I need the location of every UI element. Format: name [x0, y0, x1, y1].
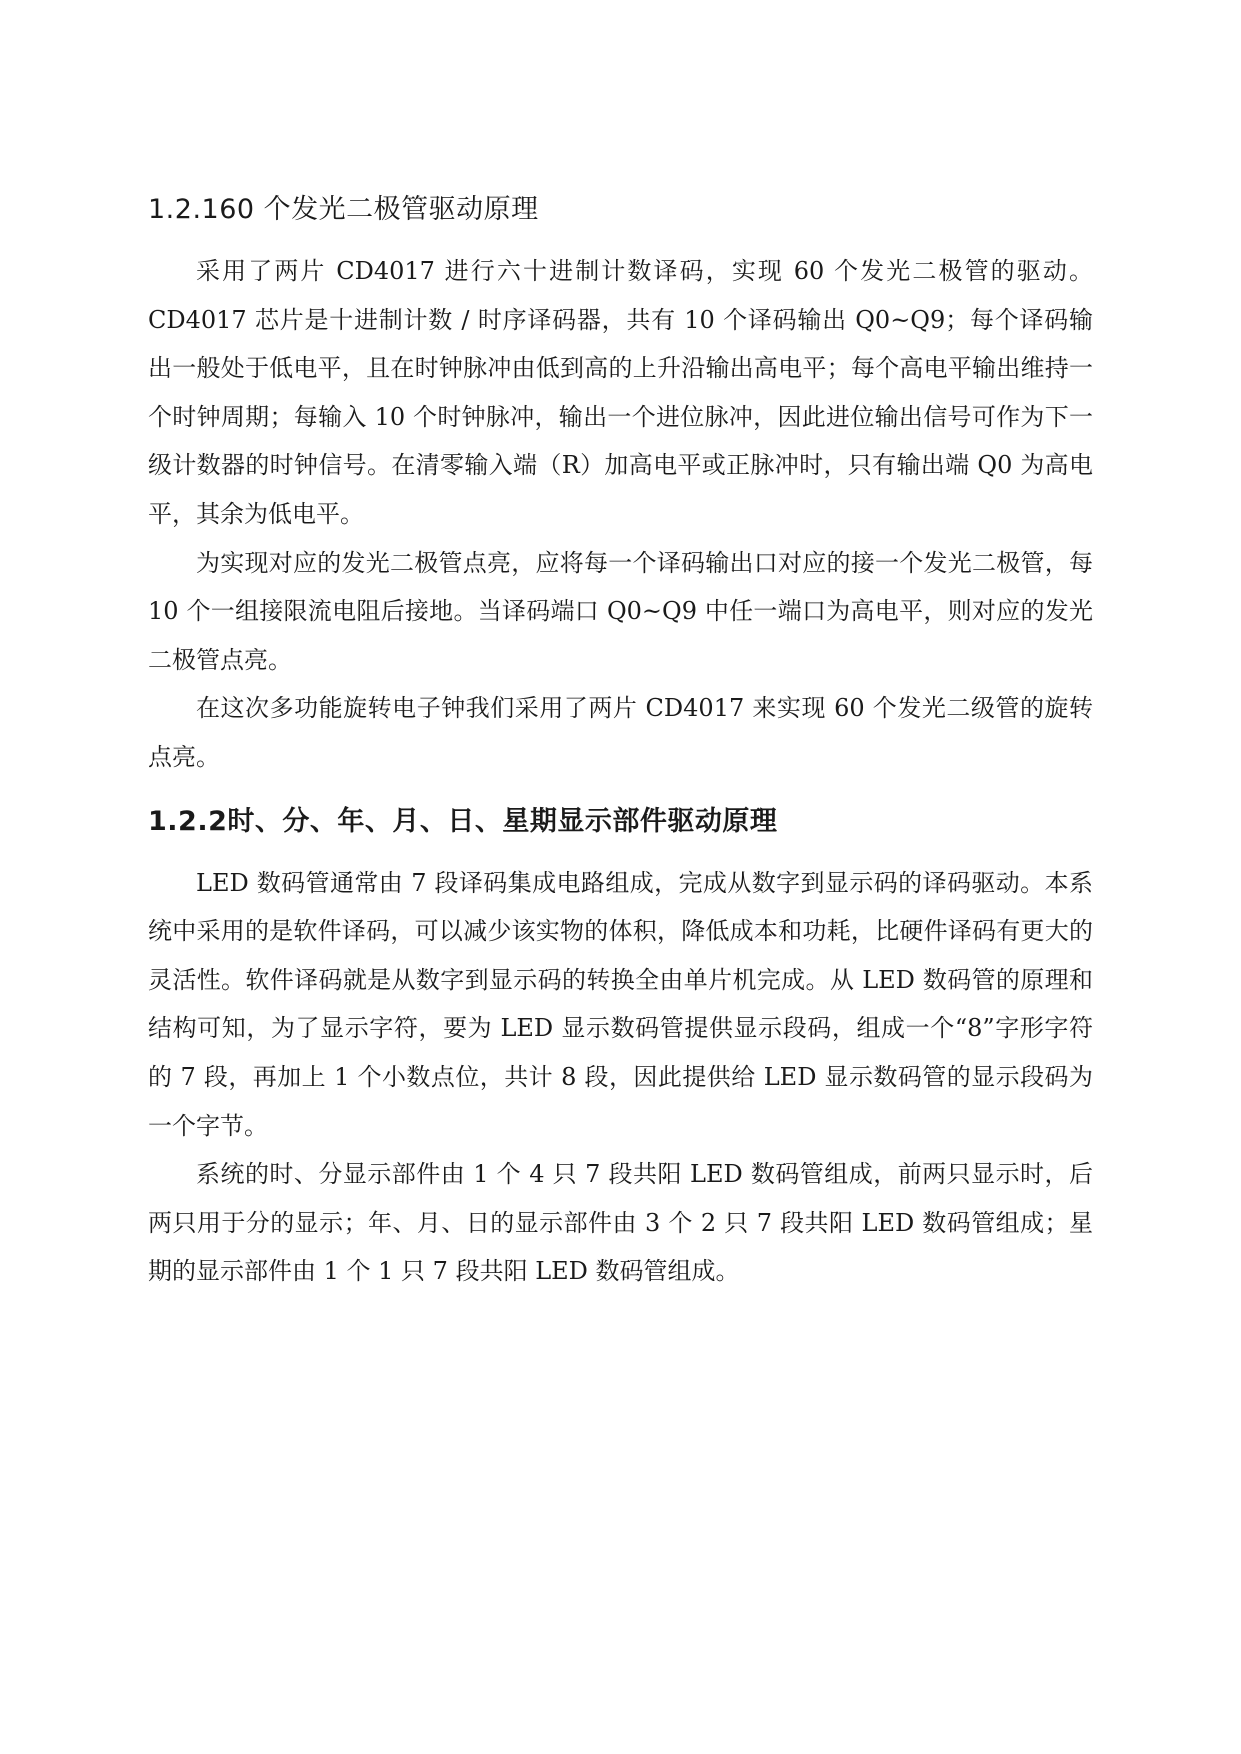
section-display-driver	[148, 802, 1093, 1296]
paragraph: 采用了两片 CD4017 进行六十进制计数译码，实现 60 个发光二极管的驱动。CD4017 芯片是十进制计数 / 时序译码器，共有 10 个译码输出 Q0~Q9；每个译码输出一般处于低电平，且在时钟脉冲由低到高的上升沿输出高电平；每个高电平输出维持一个时钟周期；每输入 10 个时钟脉冲，输出一个进位脉冲，因此进位输出信号可作为下一级计数器的时钟信号。在清零输入端（R）加高电平或正脉冲时，只有输出端 Q0 为高电平，其余为低电平。	[148, 257, 1093, 528]
paragraph: 在这次多功能旋转电子钟我们采用了两片 CD4017 来实现 60 个发光二级管的旋转点亮。	[148, 694, 1093, 771]
document-page	[148, 190, 1093, 1296]
paragraph: LED 数码管通常由 7 段译码集成电路组成，完成从数字到显示码的译码驱动。本系统中采用的是软件译码，可以减少该实物的体积，降低成本和功耗，比硬件译码有更大的灵活性。软件译码就是从数字到显示码的转换全由单片机完成。从 LED 数码管的原理和结构可知，为了显示字符，要为 LED 显示数码管提供显示段码，组成一个“8”字形字符的 7 段，再加上 1 个小数点位，共计 8 段，因此提供给 LED 显示数码管的显示段码为一个字节。	[148, 868, 1093, 1140]
paragraph: 为实现对应的发光二极管点亮，应将每一个译码输出口对应的接一个发光二极管，每 10 个一组接限流电阻后接地。当译码端口 Q0~Q9 中任一端口为高电平，则对应的发光二极管点亮。	[148, 548, 1093, 674]
section-heading: 1.2.2时、分、年、月、日、星期显示部件驱动原理	[148, 805, 778, 837]
paragraph: 系统的时、分显示部件由 1 个 4 只 7 段共阳 LED 数码管组成，前两只显示时，后两只用于分的显示；年、月、日的显示部件由 3 个 2 只 7 段共阳 LED 数码管组成；星期的显示部件由 1 个 1 只 7 段共阳 LED 数码管组成。	[148, 1160, 1093, 1286]
section-led-driver	[148, 190, 1093, 782]
section-heading: 1.2.160 个发光二极管驱动原理	[148, 194, 539, 225]
